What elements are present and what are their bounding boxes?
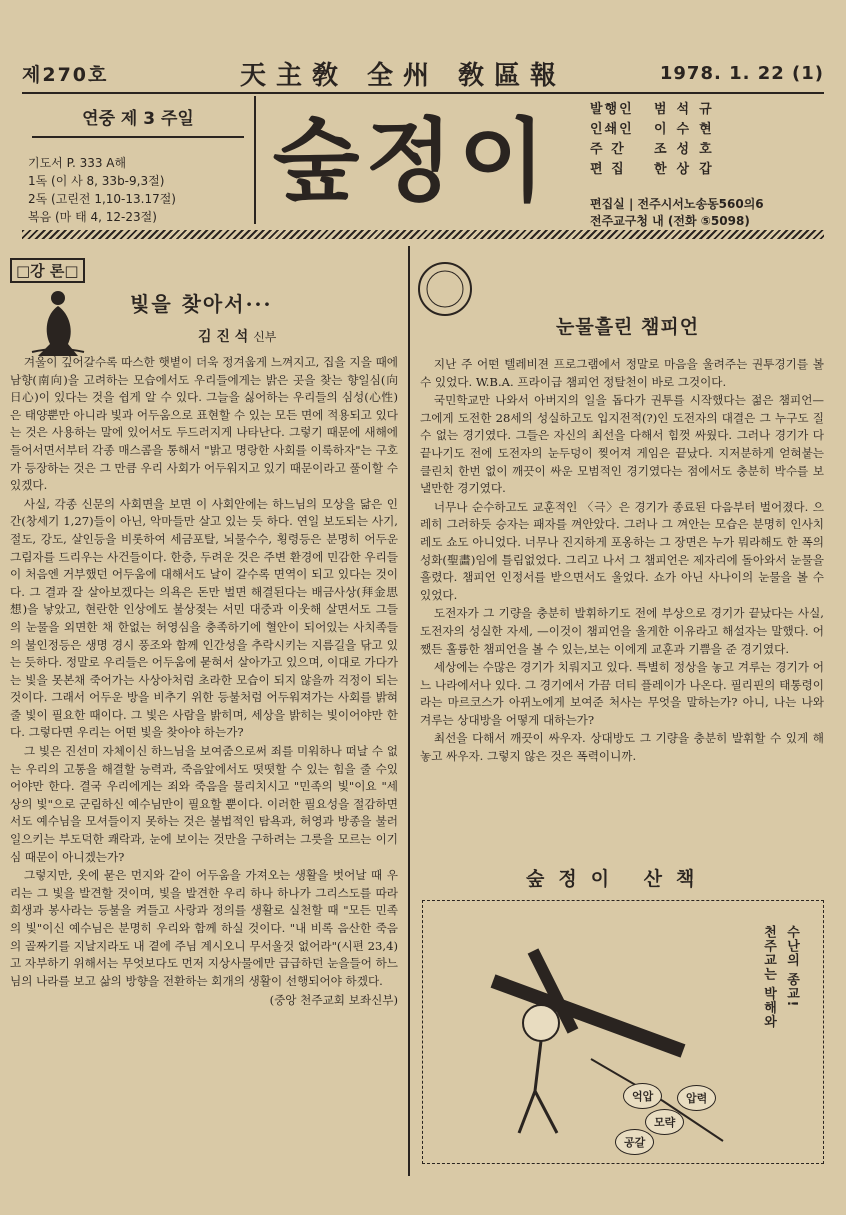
paragraph: 사실, 각종 신문의 사회면을 보면 이 사회안에는 하느님의 모상을 닮은 인간(창세기 1,27)들이 아닌, 악마들만 살고 있는 듯 하다. 연일 보도되는 사기, 절도, 강도, 살인등을 비롯하여 세금포탈, 뇌물수수, 횡령등은 분명히 어두운 그림자를 드리우는 사건들이다. 한층, 두려운 것은 주변 환경에 민감한 우리들이 처음엔 거부했던 어두움에 대해서도 날이 갈수록 면역이 되고 있다는 것이다. 그 결과 잘 살아보겠다는 의욕은 돈만 벌면 해결된다는 배금사상(拜金思想)을 낳았고, 현란한 인상에도 불상젖는 서민 대중과 이웃해 살면서도 그들의 눈물을 외면한 채 한없는 허영심을 충족하기에 혈안이 되어있는 사치족들의 불인정등은 생명 경시 풍조와 함께 인간성을 추락시키는 지름길을 닦고 있는 듯하다. 정말로 우리들은 어두움에 묻혀서 살아가고 있으며, 이대로 가다가는 빛을 못본채 죽어가는 사상아처럼 초라한 모습이 되지 않을까 걱정이 되는 것이다. 그래서 어두운 방을 비추기 위한 등불처럼 어두워져가는 사회를 밝혀줄 빛이 필요한 때이다. 그 빛은 사람을 밝히며, 세상을 밝히는 빛이어야만 한다. 그렇다면 우리는 어떤 빛을 찾아야 하는가? bbox=[10, 496, 398, 740]
liturgical-week: 연중 제 3 주일 bbox=[82, 109, 194, 129]
staff-row: 인쇄인 이수현 bbox=[590, 122, 722, 137]
paragraph: 국민학교만 나와서 아버지의 일을 돕다가 권투를 시작했다는 젊은 챔피언— 그에게 도전한 28세의 성실하고도 입지전적(?)인 도전자의 대결은 그 누구도 질 수 없는 경기였다. 그들은 자신의 최선을 다해서 힘껏 싸웠다. 그러나 경기가 다 끝나기도 전에 도전자의 눈두덩이 찢어져 게임은 끝났다. 지저분하게 얻혀붙는 클린치 한번 없이 깨끗이 싸운 모범적인 경기였다는 점에서도 충분히 박수를 보낼만한 경기였다. bbox=[420, 393, 824, 496]
reading-item: 1독 (이 사 8, 33b-9,3절) bbox=[28, 174, 165, 188]
cartoon-bubble: 공갈 bbox=[615, 1129, 654, 1155]
paper-title: 天主敎 全州 敎區報 bbox=[239, 60, 567, 91]
paragraph: 겨울이 깊어갈수록 따스한 햇볕이 더욱 정겨웁게 느껴지고, 집을 지을 때에 남향(南向)을 고려하는 모습에서도 우리들에게는 밝은 곳을 찾는 향일심(向日心)이 있다는 것을 쉽게 알 수 있다. 그늘을 싫어하는 우리들의 심성(心性)은 태양뿐만 아니라 빛과 어두움으로 표현할 수 있는 모든 면에 적용되고 있다는 것은 사용하는 말에 있어서도 두드러지게 나타난다. 그렇기 때문에 새해에 들어서면서부터 각종 매스콤을 통해서 "밝고 명랑한 사회를 이룩하자"는 구호가 등장하는 것은 그 만큼 우리 사회가 어두워지고 있기 때문이라고 풀이할 수 있겠다. bbox=[10, 355, 398, 493]
editorial-headline: 빛을 찾아서··· bbox=[130, 292, 273, 316]
reading-item: 복음 (마 태 4, 12-23절) bbox=[28, 210, 157, 224]
paragraph: 그 빛은 진선미 자체이신 하느님을 보여줌으로써 죄를 미워하나 떠날 수 없는 우리의 고통을 해결할 능력과, 죽음앞에서도 떳떳할 수 있는 힘을 줄 수있어야만 한다. 결국 우리에게는 죄와 죽음을 물리치시고 "민족의 빛"이요 "세상의 빛"으로 군림하신 예수님만이 필요할 뿐이다. 이러한 필요성을 절감하면서도 예수님을 모셔들이지 못하는 것은 불법적인 탐욕과, 허영과 방종을 불러일으키는 부도덕한 쾌락과, 눈에 보이는 것만을 구하려는 그릇을 모르는 이기심 때문이 아니겠는가? bbox=[10, 744, 398, 864]
liturgy-box bbox=[22, 96, 256, 224]
staff-list bbox=[590, 100, 830, 180]
readings-list bbox=[28, 154, 176, 226]
paragraph: 그렇지만, 옷에 묻은 먼지와 같이 어두움을 가져오는 생활을 벗어날 때 우리는 그 빛을 발견할 것이며, 빛을 발견한 우리 하나 하나가 그리스도를 따라 희생과 봉사라는 등불을 켜들고 사랑과 정의를 생활로 실천할 때 "모든 민족의 빛"이신 예수님은 분명히 우리와 함께 하실 것이다. "내 비록 음산한 죽음의 골짜기를 지날지라도 내 곁에 주님 계시오니 무서울것 없어라"(시편 23,4)고 자부하기 위해서는 무엇보다도 먼저 지상사물에만 급급하던 눈을들어 하느님의 나라를 보고 삶의 방향을 전환하는 회개의 생활이 선행되어야 하겠다. bbox=[10, 868, 398, 988]
paragraph: 세상에는 수많은 경기가 치뤄지고 있다. 특별히 정상을 놓고 겨루는 경기가 어느 나라에서나 있다. 그 경기에서 가끔 더티 플레이가 나온다. 필리핀의 태통령이라는 마르코스가 아뀌노에게 보여준 처사는 무엇을 말하는가? 아니, 나는 나와 겨루는 상대방을 어떻게 대하는가? bbox=[420, 660, 824, 727]
praying-figure-icon bbox=[28, 286, 86, 358]
contact-phone: 전주교구청 내 (전화 ⑤5098) bbox=[590, 214, 750, 228]
cartoon-section-title: 숲정이 산책 bbox=[526, 868, 709, 890]
hatched-divider bbox=[22, 230, 824, 239]
feature-column bbox=[416, 252, 828, 1172]
paper-logo: 숲정이 bbox=[272, 109, 552, 214]
paragraph: 지난 주 어떤 텔레비젼 프로그램에서 정말로 마음을 울려주는 권투경기를 볼 수 있었다. W.B.A. 프라이급 챔피언 정탈천이 바로 그것이다. bbox=[420, 357, 824, 389]
paragraph: 최선을 다해서 깨끗이 싸우자. 상대방도 그 기량을 충분히 발휘할 수 있게 해놓고 싸우자. 그렇지 않은 것은 폭력이니까. bbox=[420, 731, 824, 764]
divider bbox=[32, 136, 244, 138]
cartoon-bubble: 억압 bbox=[623, 1083, 662, 1109]
editorial-credit: (중앙 천주교회 보좌신부) bbox=[269, 993, 398, 1008]
contact-address: 편집실 | 전주시서노송동560의6 bbox=[590, 197, 764, 211]
editorial-column bbox=[10, 252, 398, 1172]
cartoon-bubble: 모략 bbox=[645, 1109, 684, 1135]
feature-body bbox=[420, 356, 824, 767]
author-name: 김 진 석 bbox=[198, 329, 249, 345]
staff-row: 주 간 조성호 bbox=[590, 142, 722, 157]
issue-date: 1978. 1. 22 (1) bbox=[659, 62, 824, 84]
caption-line: 천주교는 박해와 bbox=[761, 925, 776, 1029]
issue-number: 제270호 bbox=[22, 63, 109, 86]
editorial-byline bbox=[198, 326, 276, 346]
cartoon-bubble: 압력 bbox=[677, 1085, 716, 1111]
column-divider bbox=[408, 246, 410, 1176]
reading-item: 2독 (고린전 1,10-13.17절) bbox=[28, 192, 176, 206]
column-corner-icon bbox=[416, 260, 474, 318]
staff-row: 편 집 한상갑 bbox=[590, 162, 722, 177]
staff-row: 발행인 범석규 bbox=[590, 102, 722, 117]
cartoon-caption bbox=[759, 925, 799, 1029]
masthead-rule bbox=[22, 92, 824, 94]
masthead-topline bbox=[22, 58, 824, 91]
paragraph: 너무나 순수하고도 교훈적인 〈극〉은 경기가 종료된 다음부터 벌어졌다. 으레히 그러하듯 승자는 패자를 껴안았다. 그러나 그 껴안는 모습은 분명히 인사치레도 쇼도 아니었다. 너무나 진지하게 포옹하는 그 장면은 누가 뭐라해도 한 폭의 성화(聖畵)임에 틀림없었다. 그리고 나서 그 챔피언은 제자리에 돌아와서 눈물을 흘렸다. 챔피언 인정서를 받으면서도 울었다. 쇼가 아닌 사나이의 눈물을 볼 수 있었다. bbox=[420, 499, 824, 602]
paragraph: 도전자가 그 기량을 충분히 발휘하기도 전에 부상으로 경기가 끝났다는 사실, 도전자의 성실한 자세, —이것이 챔피언을 울게한 이유라고 해설자는 말했다. 어쨌든 훌륭한 챔피언을 볼 수 있는,보는 이에게 교훈과 기쁨을 준 경기였다. bbox=[420, 606, 824, 656]
author-role: 신부 bbox=[253, 330, 277, 344]
section-tag: □강 론□ bbox=[10, 258, 85, 283]
caption-line: 수난의 종교! bbox=[784, 925, 799, 1008]
feature-headline: 눈물흘린 챔피언 bbox=[556, 316, 700, 338]
reading-item: 기도서 P. 333 A해 bbox=[28, 156, 127, 170]
editorial-body bbox=[10, 354, 398, 1010]
editorial-cartoon bbox=[422, 900, 824, 1164]
contact-info bbox=[590, 196, 830, 230]
